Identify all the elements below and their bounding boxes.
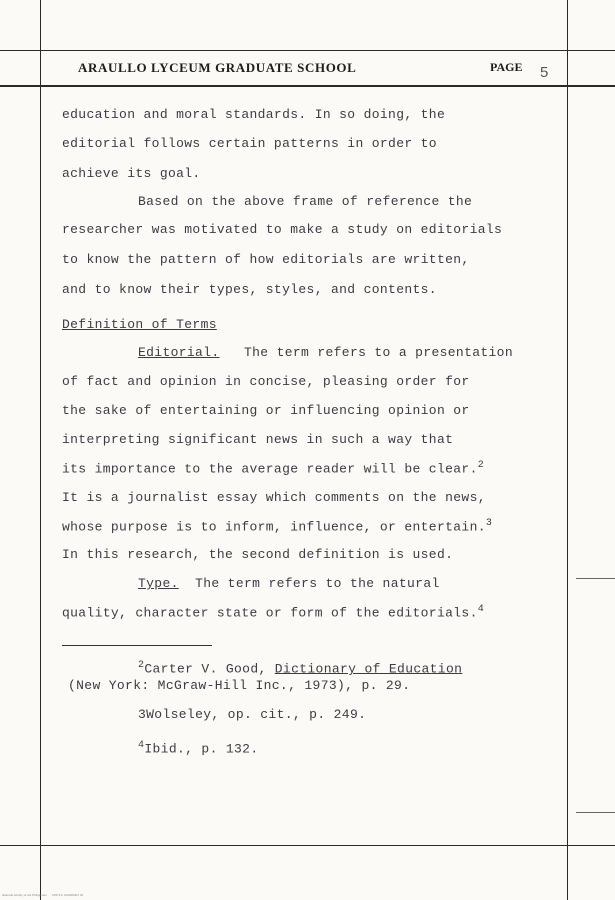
editorial-line: the sake of entertaining or influencing opinion or xyxy=(62,403,470,418)
body-line: achieve its goal. xyxy=(62,166,201,181)
footnote-4 xyxy=(138,740,258,756)
type-line xyxy=(62,604,484,620)
footnote-title: Dictionary of Education xyxy=(274,661,463,677)
footnote-ref-2: 2 xyxy=(477,460,485,471)
page-label: PAGE xyxy=(490,60,523,74)
frame-top-rule xyxy=(0,50,615,51)
footnote-mark: 3 xyxy=(138,707,147,722)
right-margin-tick xyxy=(576,812,615,813)
editorial-line xyxy=(62,460,484,476)
left-margin-rule xyxy=(40,0,41,900)
editorial-line: It is a journalist essay which comments on the news, xyxy=(62,490,486,505)
footnote-text: Ibid., p. 132. xyxy=(144,741,259,757)
editorial-line: interpreting significant news in such a way that xyxy=(62,432,454,447)
footnote-mark: 4 xyxy=(138,740,145,751)
footnote-separator xyxy=(62,645,212,646)
scan-footer-left: National Library of the Philippines xyxy=(2,893,47,897)
footnote-ref-4: 4 xyxy=(477,604,485,615)
editorial-line: In this research, the second definition is used. xyxy=(62,547,454,562)
header-bottom-rule xyxy=(0,85,615,87)
footnote-2 xyxy=(138,660,462,676)
page-number: 5 xyxy=(540,64,549,81)
body-line: to know the pattern of how editorials are written, xyxy=(62,252,470,267)
editorial-term: Editorial. xyxy=(138,345,220,360)
section-heading: Definition of Terms xyxy=(62,317,217,332)
type-term: Type. xyxy=(138,576,179,591)
body-line: and to know their types, styles, and contents. xyxy=(62,282,437,297)
editorial-text: whose purpose is to inform, influence, or entertain. xyxy=(62,519,486,535)
editorial-line: of fact and opinion in concise, pleasing order for xyxy=(62,374,470,389)
body-line: Based on the above frame of reference the xyxy=(138,194,473,209)
body-line: researcher was motivated to make a study on editorials xyxy=(62,222,503,237)
type-line xyxy=(138,576,440,591)
editorial-line xyxy=(138,345,513,360)
editorial-text: The term refers to a presentation xyxy=(243,345,513,360)
type-text: The term refers to the natural xyxy=(195,576,440,591)
right-margin-tick xyxy=(576,578,615,579)
editorial-line xyxy=(62,518,492,534)
type-text: quality, character state or form of the editorials. xyxy=(62,605,478,621)
footnote-author: Carter V. Good, xyxy=(144,661,275,677)
footnote-text: Wolseley, op. cit., p. 249. xyxy=(146,707,367,722)
footnote-mark: 2 xyxy=(138,660,145,671)
frame-bottom-rule xyxy=(0,845,615,846)
scan-footer-right: 10571-F 102000001 04 xyxy=(52,893,84,897)
footnote-ref-3: 3 xyxy=(485,518,493,529)
body-line: education and moral standards. In so doing, the xyxy=(62,107,446,122)
footnote-2-line2: (New York: McGraw-Hill Inc., 1973), p. 29. xyxy=(68,678,411,693)
body-line: editorial follows certain patterns in order to xyxy=(62,136,437,151)
footnote-3 xyxy=(138,707,366,722)
school-name: ARAULLO LYCEUM GRADUATE SCHOOL xyxy=(78,60,357,75)
right-margin-rule xyxy=(567,0,568,900)
editorial-text: its importance to the average reader will be clear. xyxy=(62,461,478,477)
